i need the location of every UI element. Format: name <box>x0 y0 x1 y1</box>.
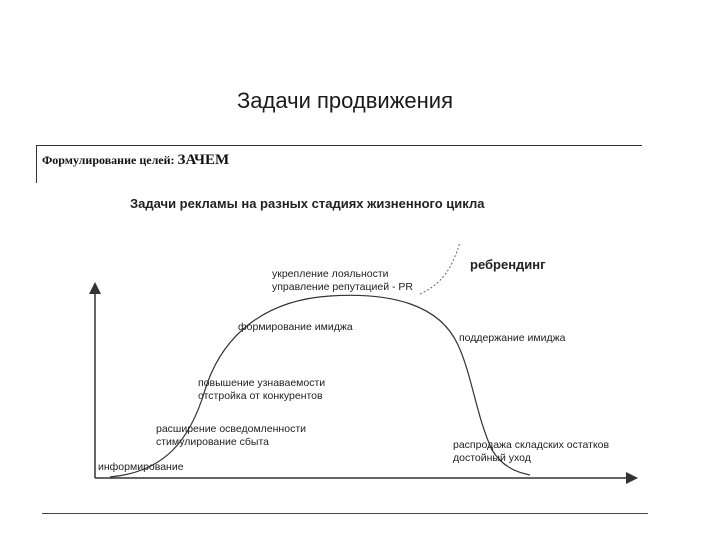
stage-image: формирование имиджа <box>238 321 353 333</box>
stage-recognition-line-2: отстройка от конкурентов <box>198 390 323 402</box>
stage-loyalty-line-2: управление репутацией - PR <box>272 281 413 293</box>
stage-informing: информирование <box>98 461 184 473</box>
stage-clearance-line-2: достойный уход <box>453 452 531 464</box>
stage-clearance-line-1: распродажа складских остатков <box>453 439 610 451</box>
goal-label: Формулирование целей: <box>42 153 175 167</box>
diagram-subtitle: Задачи рекламы на разных стадиях жизненного цикла <box>130 196 485 211</box>
stage-clearance <box>453 439 609 465</box>
bottom-divider <box>42 513 648 514</box>
goal-word: ЗАЧЕМ <box>177 152 230 168</box>
stage-awareness-line-2: стимулирование сбыта <box>156 436 270 448</box>
rebranding-curve <box>420 242 460 294</box>
stage-awareness <box>156 423 306 449</box>
stage-recognition-line-1: повышение узнаваемости <box>198 377 326 389</box>
stage-loyalty-line-1: укрепление лояльности <box>272 268 389 280</box>
stage-awareness-line-1: расширение осведомленности <box>156 423 306 435</box>
stage-recognition <box>198 377 325 403</box>
stage-image-support: поддержание имиджа <box>459 332 566 344</box>
stage-rebranding: ребрендинг <box>470 257 546 272</box>
stage-loyalty <box>272 268 413 294</box>
slide-title: Задачи продвижения <box>237 88 453 113</box>
